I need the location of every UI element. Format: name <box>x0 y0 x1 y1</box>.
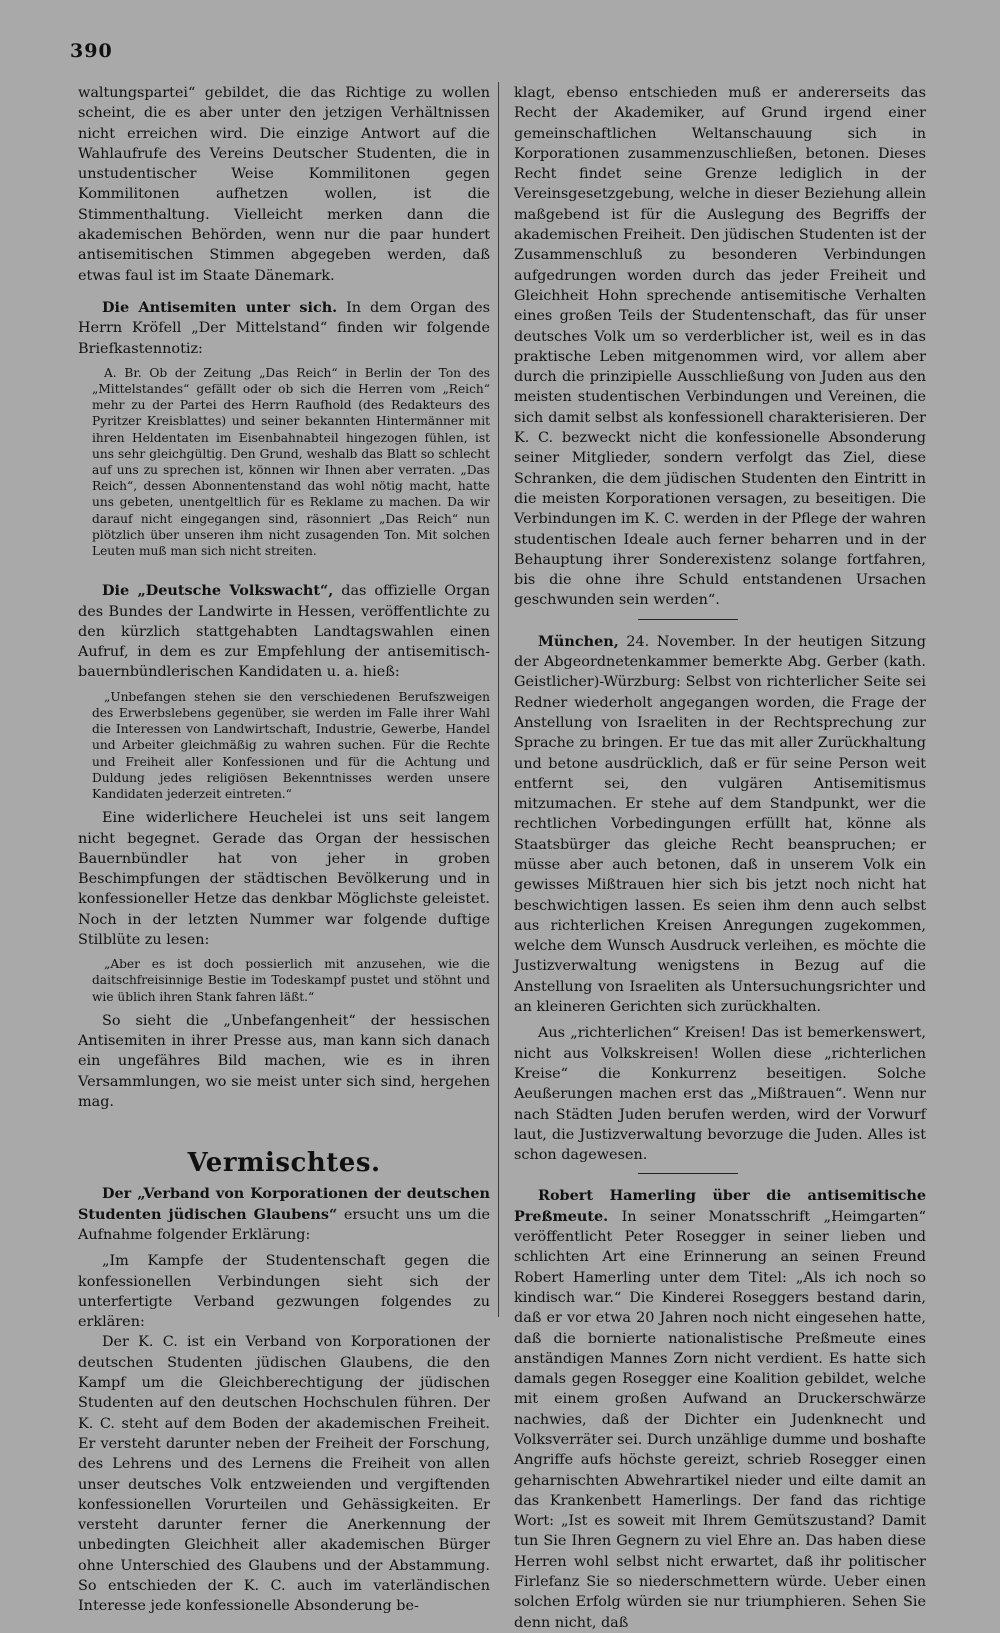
article-kc-verband <box>78 1184 490 1245</box>
article-antisemiten-unter-sich <box>78 298 490 359</box>
briefkasten-quote: A. Br. Ob der Zeitung „Das Reich“ in Berlin der Ton des „Mittelstandes“ gefällt oder ob sich die Herren vom „Reich“ mehr zu der Partei des Herrn Raufhold (des Redakteurs des Pyritzer Kreisblattes) und seiner bekannten Hintermänner mit ihren Heldentaten im Eisenbahnabteil hingezogen fühlen, ist uns sehr gleichgültig. Den Grund, weshalb das Blatt so schlecht auf uns zu sprechen ist, können wir Ihnen aber verraten. „Das Reich“, dessen Abonnentenstand das wohl nötig macht, hatte uns gebeten, unentgeltlich für es Reklame zu machen. Da wir darauf nicht eingegangen sind, räsonniert „Das Reich“ nun plötzlich über unseren ihm nicht zusagenden Ton. Mit solchen Leuten muß man sich nicht streiten. <box>92 365 490 559</box>
wahlaufruf-quote: „Unbefangen stehen sie den verschiedenen Berufszweigen des Erwerbslebens gegenüber, sie werden im Falle ihrer Wahl die Interessen von Landwirtschaft, Industrie, Gewerbe, Handel und Arbeiter gleichmäßig zu wahren suchen. Für die Rechte und Freiheit aller Konfessionen und für die Achtung und Duldung jedes religiösen Bekenntnisses werden unsere Kandidaten jederzeit eintreten.“ <box>92 689 490 801</box>
article-lead: In dem Organ des Herrn Kröfell „Der Mittelstand“ finden wir folgende Briefkastennotiz: <box>78 299 490 357</box>
column-divider <box>498 82 499 1317</box>
page-number: 390 <box>70 40 113 62</box>
article-heading: Die Antisemiten unter sich. <box>102 298 338 316</box>
article-heading: Die „Deutsche Volkswacht“, <box>102 582 334 600</box>
article-deutsche-volkswacht <box>78 581 490 682</box>
declaration-continuation: klagt, ebenso entschieden muß er andererseits das Recht der Akademiker, auf Grund irgend einer gemeinschaftlichen Weltanschauung sich in Korporationen zusammenzuschließen, betonen. Dieses Recht findet seine Grenze lediglich in der Vereinsgesetzgebung, welche in dieser Beziehung allein maßgebend ist für die Auslegung des Begriffs der akademischen Freiheit. Den jüdischen Studenten ist der Zusammenschluß zu besonderen Verbindungen aufgedrungen worden durch das jeder Freiheit und Gleichheit Hohn sprechende antisemitische Verhalten eines großen Teils der Studentenschaft, das für unser deutsches Volk um so verderblicher ist, weil es in das praktische Leben mitgenommen wird, vor allem aber durch die prinzipielle Ausschließung von Juden aus den meisten studentischen Verbindungen und Vereinen, die sich damit selbst als konfessionell charakterisieren. Der K. C. bezweckt nicht die konfessionelle Absonderung seiner Mitglieder, sondern verfolgt das Ziel, diese Schranken, die dem jüdischen Studenten den Eintritt in die meisten Korporationen versagen, zu beseitigen. Die Verbindungen im K. C. werden in der Pflege der wahren studentischen Ideale auch ferner beharren und in der Behauptung ihrer Sonderexistenz solange fortfahren, bis die ohne ihre Schuld entstandenen Ursachen geschwunden sein werden“. <box>514 85 926 609</box>
section-vermischtes <box>78 1148 490 1616</box>
right-column <box>514 83 926 1633</box>
article-lead: In seiner Monatsschrift „Heimgarten“ veröffentlicht Peter Rosegger in seiner lieben und schlichten Art eine Erinnerung an seinen Freund Robert Hamerling unter dem Titel: „Als ich noch so kindisch war.“ Die Kinderei Roseggers bestand darin, daß er vor etwa 20 Jahren noch nicht eingesehen hatte, daß die bornierte nationalistische Preßmeute eines anständigen Mannes Zorn nicht verdient. Es hatte sich damals gegen Rosegger eine Koalition gebildet, welche mit einem großen Aufwand an Druckerschwärze nachwies, daß der Dichter ein Judenknecht und Volksverräter sei. Durch unzählige dumme und boshafte Angriffe aufs höchste gereizt, schrieb Rosegger einen geharnischten Abwehrartikel nieder und eilte damit an das Krankenbett Hamerlings. Der fand das richtige Wort: „Ist es soweit mit Ihrem Gemütszustand? Damit tun Sie Ihren Gegnern zu viel Ehre an. Das haben diese Herren wohl selbst nicht erwartet, daß ihr politischer Firlefanz Sie so niederschmettern würde. Ueber einen solchen Erfolg würden sie nur triumphieren. Sehen Sie denn nicht, daß <box>514 1208 926 1631</box>
commentary-paragraph: So sieht die „Unbefangenheit“ der hessischen Antisemiten in ihrer Presse aus, man kann sich danach ein ungefähres Bild machen, wie es in ihren Versammlungen, wo sie meist unter sich sind, hergehen mag. <box>78 1012 490 1111</box>
article-lead: das offizielle Organ des Bundes der Landwirte in Hessen, veröffentlichte zu den kürzlich stattgehabten Landtagswahlen einen Aufruf, in dem es zur Empfehlung der antisemitisch-bauernbündlerischen Kandidaten u. a. hieß: <box>78 583 490 681</box>
declaration-paragraph: Der K. C. ist ein Verband von Korporationen der deutschen Studenten jüdischen Glaubens, die den Kampf um die Gleichberechtigung der jüdischen Studenten auf den deutschen Hochschulen führen. Der K. C. steht auf dem Boden der akademischen Freiheit. Er versteht darunter neben der Freiheit der Forschung, des Lehrens und des Lernens die Freiheit von allen unser deutsches Volk entzweienden und vergiftenden konfessionellen Vorurteilen und Gehässigkeiten. Er versteht darunter ferner die Anerkennung der unbedingten Gleichheit aller akademischen Bürger ohne Unterschied des Glaubens und der Abstammung. So entschieden der K. C. auch im vaterländischen Interesse jede konfessionelle Absonderung be- <box>78 1334 490 1615</box>
commentary-paragraph: Eine widerlichere Heuchelei ist uns seit langem nicht begegnet. Gerade das Organ der hessischen Bauernbündler hat von jeher in groben Beschimpfungen der städtischen Bevölkerung und in konfessioneller Hetze das denkbar Möglichste geleistet. Noch in der letzten Nummer war folgende duftige Stilblüte zu lesen: <box>78 810 490 948</box>
article-heading: München, <box>538 632 619 650</box>
left-column <box>78 83 490 1617</box>
stilbluete-quote: „Aber es ist doch possierlich mit anzusehen, wie die daitschfreisinnige Bestie im Todeskampf pustet und stöhnt und wie üblich ihren Stank fahren läßt.“ <box>92 957 490 1004</box>
article-heading: Robert Hamerling über die antisemitische Preßmeute. <box>514 1187 926 1225</box>
intro-paragraph: waltungspartei“ gebildet, die das Richtige zu wollen scheint, die es aber unter den jetzigen Verhältnissen nicht erreichen wird. Die einzige Antwort auf die Wahlaufrufe des Vereins Deutscher Studenten, die in unstudentischer Weise Kommilitonen gegen Kommilitonen aufhetzen wollen, ist die Stimmenthaltung. Vielleicht merken dann die akademischen Behörden, wenn nur die paar hundert antisemitischen Stimmen abgegeben werden, daß etwas faul ist im Staate Dänemark. <box>78 85 490 284</box>
section-title: Vermischtes. <box>187 1148 381 1179</box>
article-muenchen <box>514 632 926 1018</box>
article-lead: ersucht uns um die Aufnahme folgender Erklärung: <box>78 1206 491 1243</box>
declaration-paragraph: „Im Kampfe der Studentenschaft gegen die konfessionellen Verbindungen sieht sich der unterfertigte Verband gezwungen folgendes zu erklären: <box>78 1253 490 1331</box>
article-separator <box>638 1173 738 1174</box>
article-lead: 24. November. In der heutigen Sitzung der Abgeordnetenkammer bemerkte Abg. Gerber (kath. Geistlicher)-Würzburg: Selbst von richterlicher Seite sei Redner wiederholt angegangen worden, die Frage der Anstellung von Israeliten in der Rechtsprechung zur Sprache zu bringen. Er tue das mit aller Zurückhaltung und betone ausdrücklich, daß er für seine Person weit entfernt sei, den vulgären Antisemitismus mitzumachen. Er stehe auf dem Standpunkt, wer die rechtlichen Vorbedingungen erfüllt hat, könne als Staatsbürger das gleiche Recht beanspruchen; er müsse aber auch betonen, daß in unserem Volk ein gewisses Mißtrauen hier sich bis jetzt noch nicht hat beschwichtigen lassen. Es seien ihm denn auch selbst aus richterlichen Kreisen Anregungen zugekommen, welche dem Wunsch Ausdruck verleihen, es möchte die Justizverwaltung wenigstens in Bezug auf die Anstellung von Israeliten als Untersuchungsrichter und an kleineren Gerichten sich zurückhalten. <box>514 633 926 1016</box>
commentary-paragraph: Aus „richterlichen“ Kreisen! Das ist bemerkenswert, nicht aus Volkskreisen! Wollen diese „richterlichen Kreise“ die Konkurrenz beseitigen. Solche Aeußerungen machen erst das „Mißtrauen“. Wenn nur nach Städten Juden berufen werden, wird der Vorwurf laut, die Justizverwaltung bevorzuge die Juden. Alles ist schon dagewesen. <box>514 1025 926 1164</box>
article-heading: Der „Verband von Korporationen der deutschen Studenten jüdischen Glaubens“ <box>78 1185 490 1223</box>
article-separator <box>638 619 738 620</box>
article-hamerling <box>514 1186 926 1633</box>
